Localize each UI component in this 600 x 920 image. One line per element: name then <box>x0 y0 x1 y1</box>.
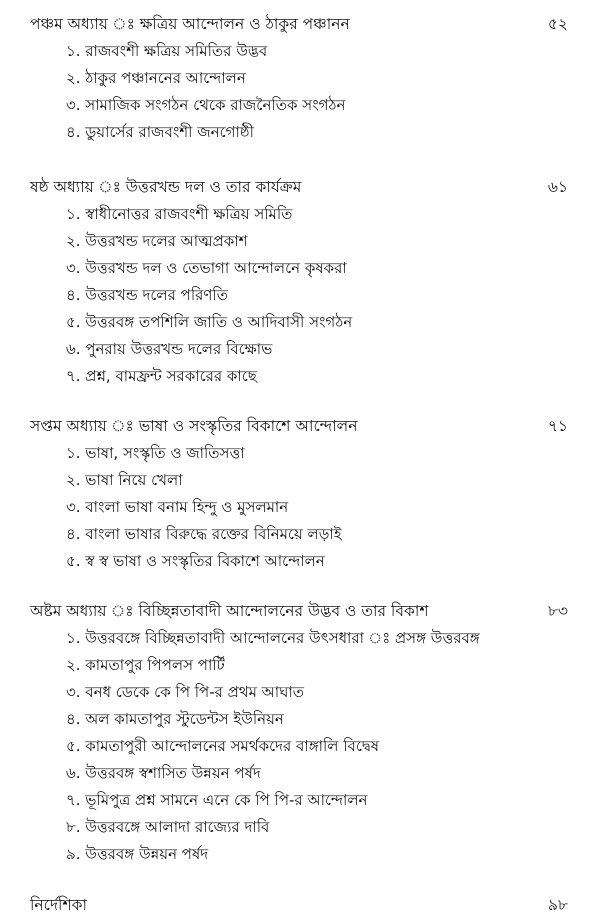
list-item: ৫. স্ব স্ব ভাষা ও সংস্কৃতির বিকাশে আন্দোলন <box>66 552 325 570</box>
list-item: ৮. উত্তরবঙ্গে আলাদা রাজ্যের দাবি <box>66 818 270 836</box>
chapter-section <box>0 412 600 575</box>
list-item: ৩. উত্তরখন্ড দল ও তেভাগা আন্দোলনে কৃষকরা <box>66 259 347 277</box>
list-item: ২. ঠাকুর পঞ্চাননের আন্দোলন <box>66 69 246 87</box>
index-title: নির্দেশিকা <box>30 896 88 914</box>
chapter-heading <box>0 597 600 625</box>
list-item: ১. স্বাধীনোত্তর রাজবংশী ক্ষত্রিয় সমিতি <box>66 205 293 223</box>
list-item: ৬. পুনরায় উত্তরখন্ড দলের বিক্ষোভ <box>66 340 273 358</box>
chapter-heading <box>0 10 600 38</box>
chapter-item-list <box>0 440 600 575</box>
list-item: ৪. উত্তরখন্ড দলের পরিণতি <box>66 286 228 304</box>
chapter-heading <box>0 412 600 440</box>
list-item: ৪. অল কামতাপুর স্টুডেন্টস ইউনিয়ন <box>66 710 284 728</box>
list-item: ৩. সামাজিক সংগঠন থেকে রাজনৈতিক সংগঠন <box>66 96 346 114</box>
chapter-section <box>0 173 600 390</box>
chapter-page-number: ৮৩ <box>547 602 568 620</box>
chapter-item-list <box>0 201 600 390</box>
chapter-page-number: ৫২ <box>547 15 568 33</box>
index-page-number: ৯৮ <box>547 896 568 914</box>
list-item: ৩. বনধ ডেকে কে পি পি-র প্রথম আঘাত <box>66 683 305 701</box>
list-item: ৬. উত্তরবঙ্গ স্বশাসিত উন্নয়ন পর্ষদ <box>66 764 261 782</box>
chapter-title: ষষ্ঠ অধ্যায় ঃ উত্তরখন্ড দল ও তার কার্যক্রম <box>30 178 302 196</box>
list-item: ১. ভাষা, সংস্কৃতি ও জাতিসত্তা <box>66 444 245 462</box>
chapter-section <box>0 10 600 146</box>
chapter-title: পঞ্চম অধ্যায় ঃ ক্ষত্রিয় আন্দোলন ও ঠাকুর পঞ্চানন <box>30 15 350 33</box>
list-item: ১. রাজবংশী ক্ষত্রিয় সমিতির উদ্ভব <box>66 42 268 60</box>
chapter-page-number: ৬১ <box>547 178 568 196</box>
chapter-page-number: ৭১ <box>547 417 568 435</box>
chapter-title: অষ্টম অধ্যায় ঃ বিচ্ছিন্নতাবাদী আন্দোলনের উদ্ভব ও তার বিকাশ <box>30 602 429 620</box>
list-item: ৪. বাংলা ভাষার বিরুদ্ধে রক্তের বিনিময়ে লড়াই <box>66 525 342 543</box>
chapter-item-list <box>0 38 600 146</box>
list-item: ৭. ভূমিপুত্র প্রশ্ন সামনে এনে কে পি পি-র আন্দোলন <box>66 791 368 809</box>
list-item: ৪. ডুয়ার্সের রাজবংশী জনগোষ্ঠী <box>66 123 254 141</box>
chapter-section <box>0 597 600 868</box>
list-item: ১. উত্তরবঙ্গে বিচ্ছিন্নতাবাদী আন্দোলনের উৎসধারা ঃ প্রসঙ্গ উত্তরবঙ্গ <box>66 629 480 647</box>
list-item: ২. উত্তরখন্ড দলের আত্মপ্রকাশ <box>66 232 248 250</box>
list-item: ৫. উত্তরবঙ্গ তপশিলি জাতি ও আদিবাসী সংগঠন <box>66 313 353 331</box>
chapter-heading <box>0 173 600 201</box>
list-item: ২. ভাষা নিয়ে খেলা <box>66 471 183 489</box>
chapter-item-list <box>0 625 600 868</box>
list-item: ৯. উত্তরবঙ্গ উন্নয়ন পর্ষদ <box>66 845 209 863</box>
list-item: ৫. কামতাপুরী আন্দোলনের সমর্থকদের বাঙ্গালি বিদ্বেষ <box>66 737 380 755</box>
list-item: ৭. প্রশ্ন, বামফ্রন্ট সরকারের কাছে <box>66 367 257 385</box>
chapter-title: সপ্তম অধ্যায় ঃ ভাষা ও সংস্কৃতির বিকাশে আন্দোলন <box>30 417 358 435</box>
list-item: ২. কামতাপুর পিপলস পার্টি <box>66 656 225 674</box>
index-heading <box>0 892 600 918</box>
list-item: ৩. বাংলা ভাষা বনাম হিন্দু ও মুসলমান <box>66 498 289 516</box>
